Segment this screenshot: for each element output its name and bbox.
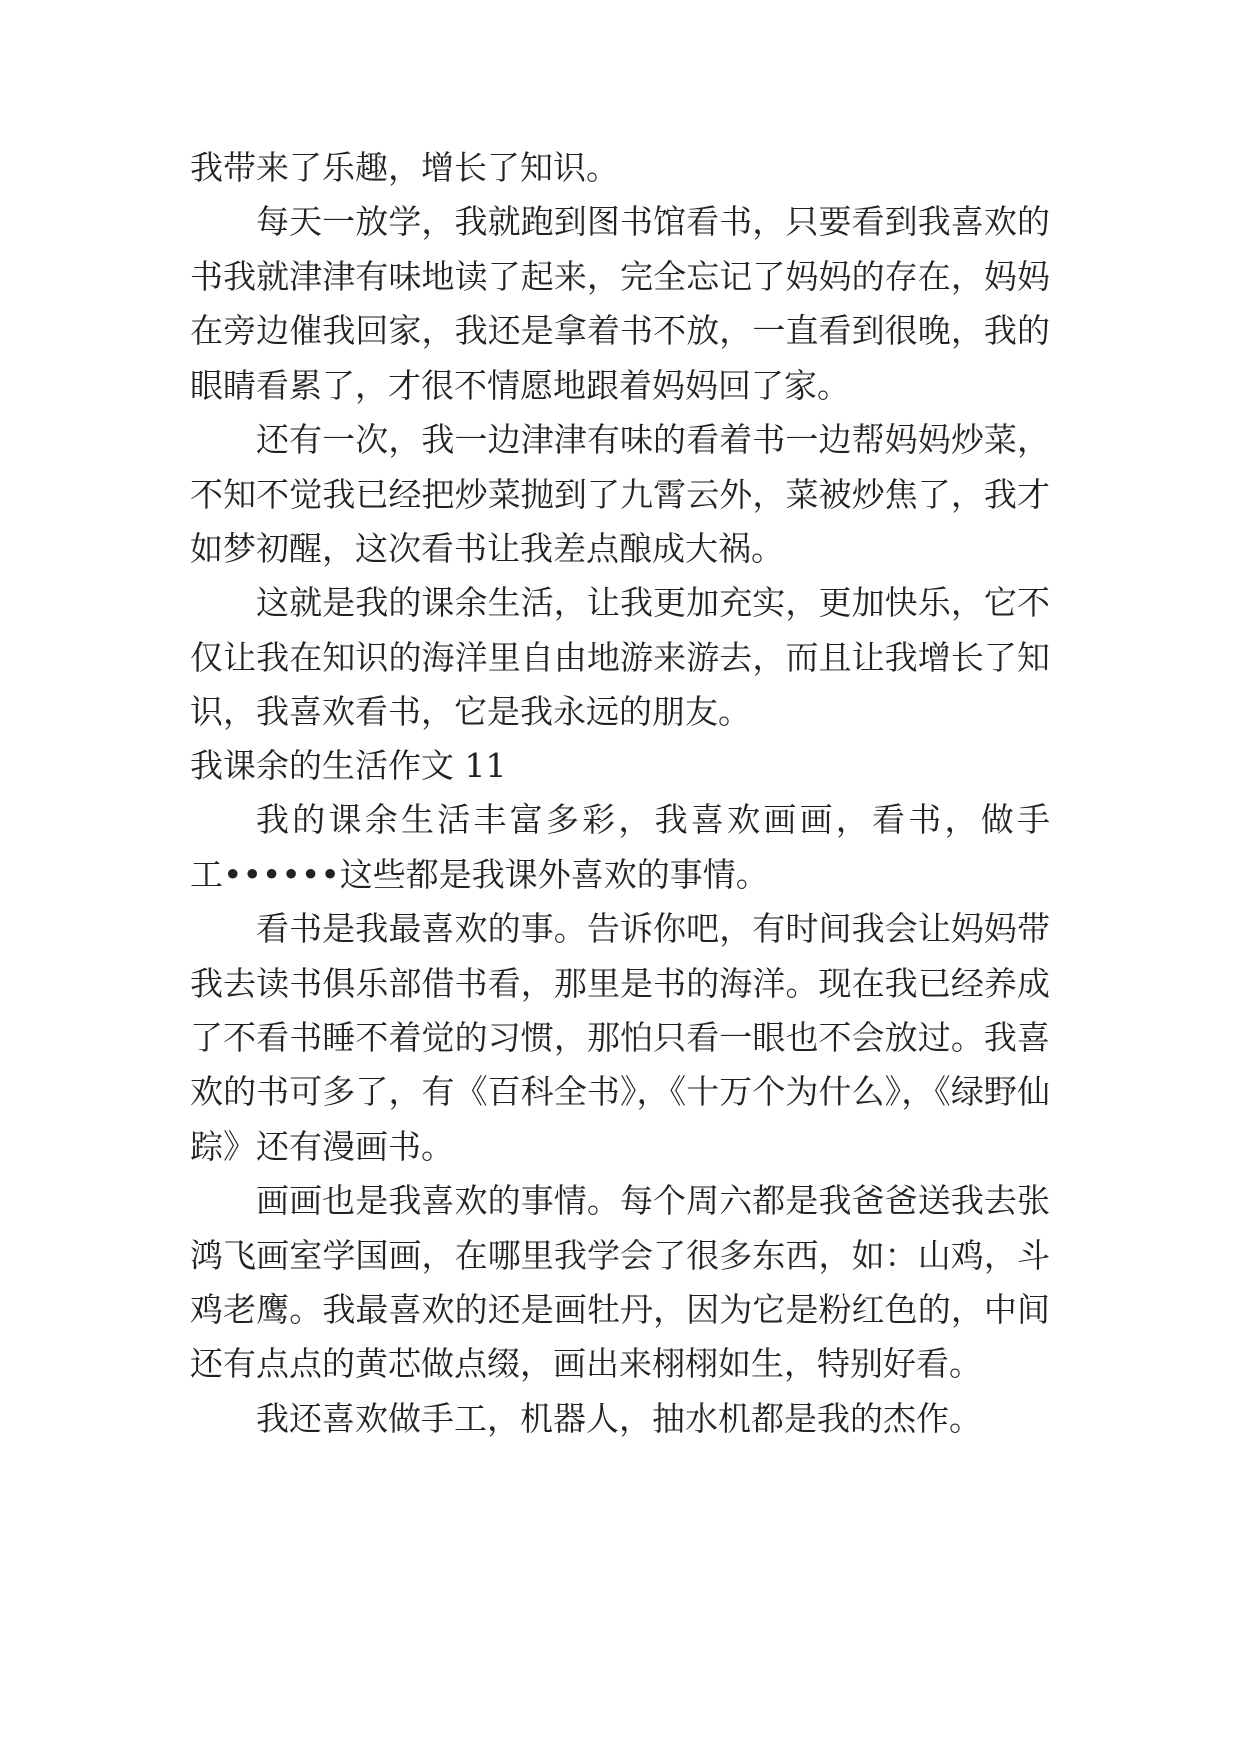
text-line: 鸡老鹰。我最喜欢的还是画牡丹，因为它是粉红色的，中间 — [190, 1290, 1050, 1329]
text-line: 不知不觉我已经把炒菜抛到了九霄云外，菜被炒焦了，我才 — [190, 475, 1050, 514]
text-line: 还有点点的黄芯做点缀，画出来栩栩如生，特别好看。 — [190, 1344, 982, 1383]
text-line: 我带来了乐趣，增长了知识。 — [190, 148, 619, 187]
text-line: 画画也是我喜欢的事情。每个周六都是我爸爸送我去张 — [256, 1181, 1050, 1220]
text-line: 工••••••这些都是我课外喜欢的事情。 — [190, 855, 769, 894]
text-line: 每天一放学，我就跑到图书馆看书，只要看到我喜欢的 — [256, 202, 1050, 241]
text-line: 我还喜欢做手工，机器人，抽水机都是我的杰作。 — [256, 1399, 982, 1438]
text-line: 还有一次，我一边津津有味的看着书一边帮妈妈炒菜， — [256, 420, 1050, 459]
text-line: 仅让我在知识的海洋里自由地游来游去，而且让我增长了知 — [190, 638, 1050, 677]
text-line: 如梦初醒，这次看书让我差点酿成大祸。 — [190, 529, 784, 568]
text-line: 书我就津津有味地读了起来，完全忘记了妈妈的存在，妈妈 — [190, 257, 1050, 296]
text-line: 这就是我的课余生活，让我更加充实，更加快乐，它不 — [256, 583, 1050, 622]
text-line: 踪》还有漫画书。 — [190, 1127, 454, 1166]
text-line: 欢的书可多了，有《百科全书》，《十万个为什么》，《绿野仙 — [190, 1072, 1050, 1111]
text-line: 我去读书俱乐部借书看，那里是书的海洋。现在我已经养成 — [190, 964, 1050, 1003]
text-line: 鸿飞画室学国画，在哪里我学会了很多东西，如：山鸡，斗 — [190, 1236, 1050, 1275]
text-line: 识，我喜欢看书，它是我永远的朋友。 — [190, 692, 751, 731]
text-line: 看书是我最喜欢的事。告诉你吧，有时间我会让妈妈带 — [256, 909, 1050, 948]
text-line: 我的课余生活丰富多彩，我喜欢画画，看书，做手 — [256, 800, 1050, 839]
text-line: 在旁边催我回家，我还是拿着书不放，一直看到很晚，我的 — [190, 311, 1050, 350]
text-line: 了不看书睡不着觉的习惯，那怕只看一眼也不会放过。我喜 — [190, 1018, 1050, 1057]
section-heading: 我课余的生活作文 11 — [190, 746, 507, 785]
text-line: 眼睛看累了，才很不情愿地跟着妈妈回了家。 — [190, 366, 850, 405]
